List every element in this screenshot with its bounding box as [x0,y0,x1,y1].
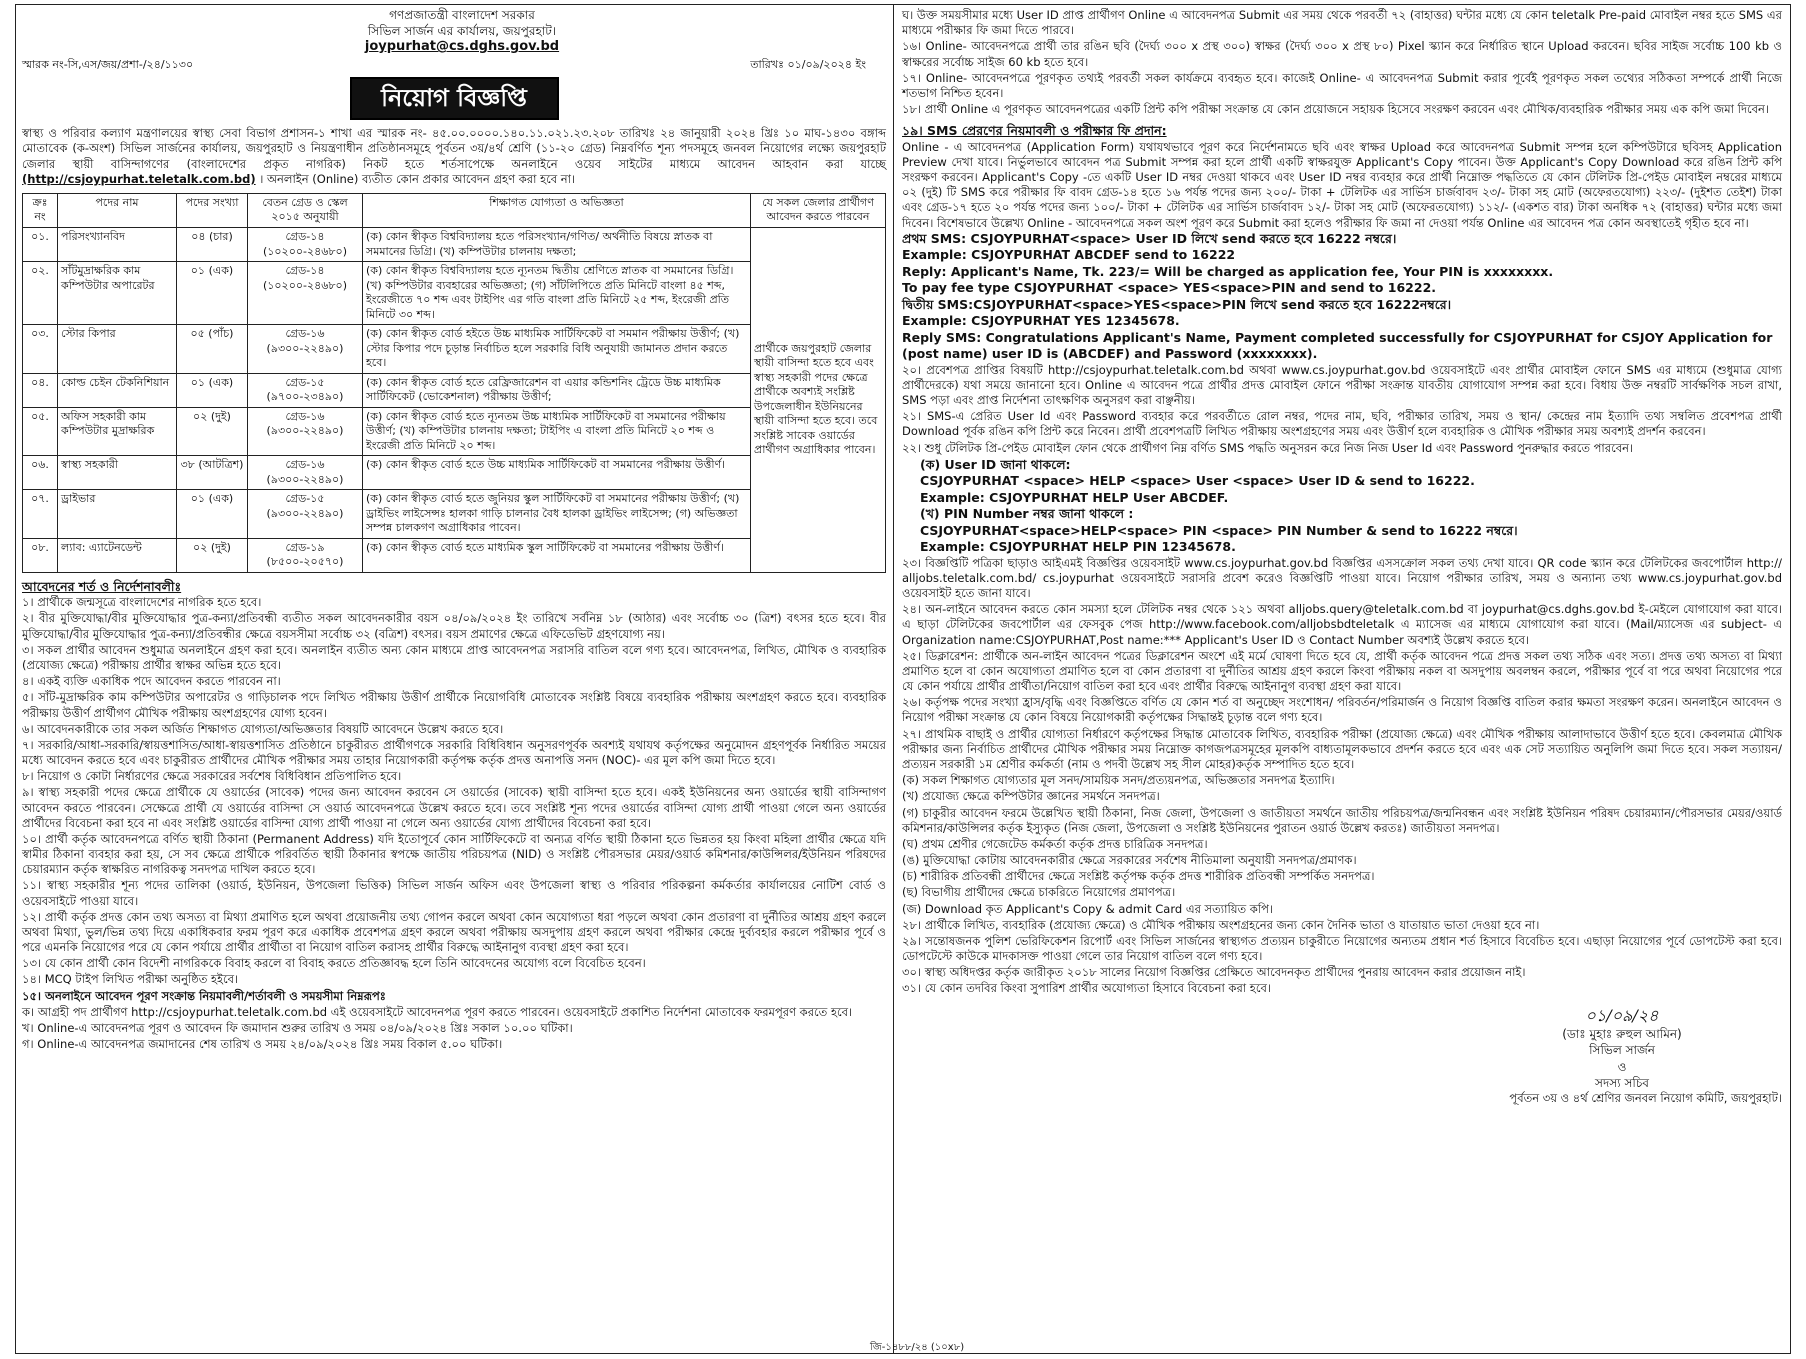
cell-grade: গ্রেড-১৬ (৯৩০০-২২৪৯০) [248,456,363,490]
instruction-item: (জ) Download কৃত Applicant's Copy & admit Card এর সত্যায়িত কপি। [902,901,1274,916]
header-block [322,8,602,56]
table-header-row [23,193,886,227]
conditions-title: আবেদনের শর্ত ও নির্দেশনাবলীঃ [22,578,182,594]
memo-number: স্মারক নং-সি,এস/জয়/প্রশা-/২৪/১১৩০ [22,58,194,72]
intro-url-link[interactable]: (http://csjoypurhat.teletalk.com.bd) [22,171,256,186]
cell-post: স্বাস্থ্য সহকারী [58,456,177,490]
posts-table [22,193,886,573]
signature-block [1462,1005,1782,1091]
cell-qualification: (ক) কোন স্বীকৃত বোর্ড হতে জুনিয়র স্কুল সার্টিফিকেট বা সমমানের পরীক্ষায় উত্তীর্ণ; (খ) ড্রাইভিং লাইসেন্সঃ হালকা গাড়ি চালনার বৈধ হালকা ড্রাইভিং লাইসেন্স; (গ) অভিজ্ঞতা সম্পন্ন চালকগণ অগ্রাধিকার পাবেন। [363,490,751,539]
instruction-item: ২১। SMS-এ প্রেরিত User Id এবং Password ব্যবহার করে পরবর্তীতে রোল নম্বর, পদের নাম, ছবি, পরীক্ষার তারিখ, সময় ও স্থান/ কেন্দ্রের নাম ইত্যাদি তথ্য সম্বলিত প্রবেশপত্র প্রার্থী Download পূর্বক রঙিন কপি প্রিন্ট করে নিবেন। প্রার্থী প্রবেশপত্রটি লিখিত পরীক্ষায় অংশগ্রহণের সময় এবং উত্তীর্ণ হলে ব্যবহারিক ও মৌখিক পরীক্ষার সময় অবশ্যই প্রদর্শন করবেন। [902,409,1782,439]
cell-count: ০১ (এক) [177,373,248,407]
recovery-line: CSJOYPURHAT<space>HELP<space> PIN <space> PIN Number & send to 16222 নম্বরে। [920,522,1518,538]
cell-qualification: (ক) কোন স্বীকৃত বোর্ড হতে ন্যূনতম উচ্চ মাধ্যমিক সার্টিফিকেট বা সমমানের পরীক্ষায় উত্তীর্ণ; (খ) কম্পিউটার চালনায় দক্ষতা; টাইপিং এ বাংলা প্রতি মিনিটে ২০ শব্দ ও ইংরেজী প্রতি মিনিটে ২০ শব্দ। [363,407,751,456]
cell-sl: ০৮. [23,538,58,572]
signature-date: ০১/০৯/২৪ [1585,1005,1659,1025]
condition-item: গ। Online-এ আবেদনপত্র জমাদানের শেষ তারিখ ও সময় ২৪/০৯/২০২৪ খ্রিঃ সময় বিকাল ৫.০০ ঘটিকা। [22,1037,503,1052]
conditions-list [22,595,886,1052]
table-row [23,227,886,261]
instruction-item: ঘ। উক্ত সময়সীমার মধ্যে User ID প্রাপ্ত প্রার্থীগণ Online এ আবেদনপত্র Submit এর সময় থেকে পরবর্তী ৭২ (বাহাত্তর) ঘন্টার মধ্যে যে কোন teletalk Pre-paid মোবাইল নম্বর হতে SMS এর মাধ্যমে পরীক্ষার ফি জমা দিতে পারবে। [902,8,1782,38]
cell-sl: ০৩. [23,325,58,374]
instruction-item: (ঘ) প্রথম শ্রেণীর গেজেটেড কর্মকর্তা কর্তৃক প্রদত্ত চারিত্রিক সনদপত্র। [902,836,1208,851]
instruction-item: (ঙ) মুক্তিযোদ্ধা কোটায় আবেদনকারীর ক্ষেত্রে সরকারের সর্বশেষ নীতিমালা অনুযায়ী সনদপত্র/প্রমাণক। [902,853,1357,868]
memo-row [22,58,886,73]
recovery-line: (খ) PIN Number নম্বর জানা থাকলে : [920,506,1134,522]
cell-post: কোল্ড চেইন টেকনিশিয়ান [58,373,177,407]
instruction-item: (খ) প্রযোজ্য ক্ষেত্রে কম্পিউটার জ্ঞানের সমর্থনে সনদপত্র। [902,789,1160,804]
cell-eligibility: প্রার্থীকে জয়পুরহাট জেলার স্থায়ী বাসিন্দা হতে হবে এবং স্বাস্থ্য সহকারী পদের ক্ষেত্রে প্রার্থীকে অবশ্যই সংশ্লিষ্ট উপজেলাধীন ইউনিয়নের স্থায়ী বাসিন্দা হতে হবে। তবে সংশ্লিষ্ট সাবেক ওয়ার্ডের প্রার্থীগণ অগ্রাধিকার পাবেন। [751,227,886,572]
instruction-item: ২০। প্রবেশপত্র প্রাপ্তির বিষয়টি http://csjoypurhat.teletalk.com.bd অথবা www.cs.joypurhat.gov.bd ওয়েবসাইটে এবং প্রার্থীর মোবাইল ফোনে SMS এর মাধ্যমে (শুধুমাত্র যোগ্য প্রার্থীদেরকে) যথা সময়ে জানানো হবে। Online এ আবেদন পত্রে প্রার্থীর প্রদত্ত মোবাইল ফোনে পরীক্ষা সংক্রান্ত যাবতীয় যোগাযোগ সম্পন্ন করা হবে। বিধায় উক্ত নম্বরটি সার্বক্ষণিক সচল রাখা, SMS পড়া এবং প্রাপ্ত নির্দেশনা তাৎক্ষণিক অনুসরণ করা বাঞ্ছনীয়। [902,362,1783,408]
condition-item: ৭। সরকারি/আধা-সরকারি/স্বায়ত্তশাসিত/আধা-স্বায়ত্তশাসিত প্রতিষ্ঠানে চাকুরীরত প্রার্থীগণকে সরকারি বিধিবিধান অনুসরণপূর্বক অবশ্যই যথাযথ কর্তৃপক্ষের অনুমোদন গ্রহণপূর্বক নির্ধারিত সময়ের মধ্যে আবেদন করতে হবে এবং চাকুরীরত প্রার্থীদের মৌখিক পরীক্ষার সময় তাহার নিয়োগকারী কর্তৃপক্ষ কর্তৃক প্রদত্ত অনাপত্তি সনদ (NOC)- এর মূল কপি জমা দিতে হবে। [22,737,886,768]
condition-item: ১। প্রার্থীকে জন্মসূত্রে বাংলাদেশের নাগরিক হতে হবে। [22,595,262,610]
cell-count: ০২ (দুই) [177,538,248,572]
cell-sl: ০৪. [23,373,58,407]
right-mid-list [902,363,1782,456]
instruction-item: ১৬। Online- আবেদনপত্রে প্রার্থী তার রঙিন ছবি (দৈর্ঘ্য ৩০০ x প্রস্থ ৩০০) স্বাক্ষর (দৈর্ঘ্য ৩০০ x প্রস্থ ৮০) Pixel স্ক্যান করে নির্ধারিত স্থানে Upload করবেন। ছবির সাইজ সর্বোচ্চ 100 kb ও স্বাক্ষরের সর্বোচ্চ সাইজ 60 kb হতে হবে। [902,39,1782,69]
cell-grade: গ্রেড-১৯ (৮৫০০-২০৫৭০) [248,538,363,572]
condition-item: ৫। সাঁট-মুদ্রাক্ষরিক কাম কম্পিউটার অপারেটর ও গাড়িচালক পদে লিখিত পরীক্ষায় উত্তীর্ণ প্রার্থীকে নিয়োগবিধি মোতাবেক সংশ্লিষ্ট বিষয়ে ব্যবহারিক পরীক্ষায় অংশগ্রহণ করতে হবে। ব্যবহারিক পরীক্ষায় উত্তীর্ণ প্রার্থীগণ মৌখিক পরীক্ষায় অংশগ্রহণের যোগ্য হবেন। [22,690,886,720]
instruction-item: (গ) চাকুরীর আবেদন ফরমে উল্লেখিত স্থায়ী ঠিকানা, নিজ জেলা, উপজেলা ও জাতীয়তা সমর্থনে জাতীয় পরিচয়পত্র/জন্মনিবন্ধন এবং সংশ্লিষ্ট ইউনিয়ন পরিষদ চেয়ারম্যান/পৌরসভার মেয়র/ওয়ার্ড কমিশনার/কাউন্সিলর কর্তৃক ইস্যুকৃত (নিজ জেলা, উপজেলা ও সংশ্লিষ্ট ইউনিয়নের পুরাতন ওয়ার্ড উল্লেখ করতঃ) জাতীয়তা সনদপত্র। [902,805,1782,835]
instruction-item: ২৭। প্রাথমিক বাছাই ও প্রার্থীর যোগ্যতা নির্ধারণে কর্তৃপক্ষের সিদ্ধান্ত মোতাবেক লিখিত, ব্যবহারিক পরীক্ষা (প্রযোজ্য ক্ষেত্রে) এবং মৌখিক পরীক্ষায় আলাদাভাবে উত্তীর্ণ হতে হবে। কেবলমাত্র মৌখিক পরীক্ষার জন্য নির্বাচিত প্রার্থীদের মৌখিক পরীক্ষার সময় নিম্নোক্ত কাগজপত্রসমূহের মূলকপি বাধ্যতামূলকভাবে প্রদর্শন করতে হবে এবং এক সেট সত্যায়িত অনুলিপি জমা দিতে হবে। সকল সত্যায়ন/প্রত্যয়ন সরকারী ১ম শ্রেণীর কর্মকর্তা (নাম ও পদবী উল্লেখ সহ সীল মোহর)কর্তৃক সম্পাদিত হতে হবে। [902,726,1782,771]
sms-line: To pay fee type CSJOYPURHAT <space> YES<space>PIN and send to 16222. [902,280,1437,296]
signatory-designation: সিভিল সার্জন [1589,1043,1655,1058]
cell-qualification: (ক) কোন স্বীকৃত বোর্ড হতে রেফ্রিজারেশন বা এয়ার কন্ডিশনিং ট্রেডে উচ্চ মাধ্যমিক সার্টিফিকেট (ভোকেশনাল) পরীক্ষায় উত্তীর্ণ; [363,373,751,407]
cell-sl: ০৫. [23,407,58,456]
footer-code: জি-১৪৮৮/২৪ (১০x৮) [870,1342,965,1353]
condition-item: ২। বীর মুক্তিযোদ্ধা/বীর মুক্তিযোদ্ধার পুত্র-কন্যা/প্রতিবন্ধী ব্যতীত সকল আবেদনকারীর বয়স ০৪/০৯/২০২৪ ইং তারিখে সর্বনিম্ন ১৮ (আঠার) এবং সর্বোচ্চ ৩০ (ত্রিশ) বৎসর হতে হবে। বীর মুক্তিযোদ্ধা/বীর মুক্তিযোদ্ধার পুত্র-কন্যা/প্রতিবন্ধীর ক্ষেত্রে বয়সসীমা সর্বোচ্চ ৩২ (বত্রিশ) বৎসর। বয়স প্রমাণের ক্ষেত্রে এফিডেভিট গ্রহণযোগ্য নয়। [22,611,886,641]
cell-grade: গ্রেড-১৫ (৯৭০০-২৩৪৯০) [248,373,363,407]
cell-post: অফিস সহকারী কাম কম্পিউটার মুদ্রাক্ষরিক [58,407,177,456]
right-bottom-list [902,556,1782,997]
instruction-item: ১৮। প্রার্থী Online এ পূরণকৃত আবেদনপত্রের একটি প্রিন্ট কপি পরীক্ষা সংক্রান্ত যে কোন প্রয়োজনে সহায়ক হিসেবে সংরক্ষণ করবেন এবং মৌখিক/ব্যবহারিক পরীক্ষার সময় এক কপি জমা দিবেন। [902,102,1769,117]
cell-grade: গ্রেড-১৪ (১০২০০-২৪৬৮০) [248,262,363,325]
intro-text: স্বাস্থ্য ও পরিবার কল্যাণ মন্ত্রণালয়ের স্বাস্থ্য সেবা বিভাগ প্রশাসন-১ শাখা এর স্মারক নং- ৪৫.০০.০০০০.১৪০.১১.০২১.২৩.২০৮ তারিখঃ ২৪ জানুয়ারী ২০২৪ খ্রিঃ ১০ মাঘ-১৪৩০ বঙ্গাব্দ মোতাবেক (ক-অংশ) সিভিল সার্জনের কার্যালয়, জয়পুরহাট ও নিয়ন্ত্রণাধীন প্রতিষ্ঠানসমূহে পূর্বতন ৩য়/৪র্থ শ্রেণি (১১-২০ গ্রেড) নিম্নবর্ণিত শূন্য পদসমূহে জনবল নিয়োগের লক্ষ্যে জয়পুরহাট জেলার স্থায়ী বাসিন্দাগণের (বাংলাদেশের প্রকৃত নাগরিক) নিকট হতে শর্তসাপেক্ষে অনলাইনে ওয়েব সাইটের মাধ্যমে আবেদন আহবান করা যাচ্ছে [22,126,886,171]
header-line-1: গণপ্রজাতন্ত্রী বাংলাদেশ সরকার [389,8,535,22]
sms-line: দ্বিতীয় SMS:CSJOYPURHAT<space>YES<space>PIN লিখে send করতে হবে 16222নম্বরে। [902,296,1452,312]
instruction-item: ২৮। প্রার্থীকে লিখিত, ব্যবহারিক (প্রযোজ্য ক্ষেত্রে) ও মৌখিক পরীক্ষায় অংশগ্রহনের জন্য কোন দৈনিক ভাতা ও যাতায়াত ভাতা দেওয়া হবে না। [902,917,1540,932]
signatory-and: ও [1617,1059,1627,1074]
cell-sl: ০৭. [23,490,58,539]
condition-item: ৯। স্বাস্থ্য সহকারী পদের ক্ষেত্রে প্রার্থীকে যে ওয়ার্ডের (সাবেক) পদের জন্য আবেদন করবেন সে ওয়ার্ডের (সাবেক) স্থায়ী বাসিন্দা হতে হবে। একই ইউনিয়নের অন্য ওয়ার্ডের স্থায়ী বাসিন্দাগণ আবেদন করতে পারবেন। সেক্ষেত্রে প্রার্থী যে ওয়ার্ডের বাসিন্দা সে ওয়ার্ড আবেদনপত্রে উল্লেখ করতে হবে। তবে সংশ্লিষ্ট শূন্য পদের ওয়ার্ডের বাসিন্দা যোগ্য প্রার্থী পাওয়া গেলে অন্য ওয়ার্ডের প্রার্থীদের বিবেচনা করা হবে না এবং সংশ্লিষ্ট ওয়ার্ডের বাসিন্দা যোগ্য প্রার্থী পাওয়া না গেলে অন্য ওয়ার্ডের যোগ্য প্রার্থীদের বিবেচনা করা হবে। [22,785,886,830]
instruction-item: ৩০। স্বাস্থ্য অধিদপ্তর কর্তৃক জারীকৃত ২০১৮ সালের নিয়োগ বিজ্ঞপ্তির প্রেক্ষিতে আবেদনকৃত প্রার্থীদের পুনরায় আবেদন করার প্রয়োজন নাই। [902,965,1526,980]
instruction-item: ২২। শুধু টেলিটক প্রি-পেইড মোবাইল ফোন থেকে প্রার্থীগণ নিম্ন বর্ণিত SMS পদ্ধতি অনুসরন করে নিজ নিজ User Id এবং Password পুনরুদ্ধার করতে পারবেন। [902,440,1634,455]
sms-examples [902,231,1782,363]
condition-item: ৪। একই ব্যক্তি একাধিক পদে আবেদন করতে পারবেন না। [22,674,281,689]
instruction-item: ২৫। ডিক্লারেশন: প্রার্থীকে অন-লাইন আবেদন পত্রের ডিক্লারেশন অংশে এই মর্মে ঘোষণা দিতে হবে যে, প্রার্থী কর্তৃক আবেদন পত্রে প্রদত্ত সকল তথ্য সঠিক এবং সত্য। প্রদত্ত তথ্য অসত্য বা মিথ্যা প্রমাণিত হলে বা কোন অযোগ্যতা প্রমাণিত হলে বা কোন প্রতারণা বা দুর্নীতির আশ্রয় গ্রহণ করলে কিংবা পরীক্ষায় নকল বা অসদুপায় অবলম্বন করলে, পরীক্ষার পূর্বে বা পরে অথবা নিয়োগের পরে যে কোন পর্যায়ে প্রার্থীর প্রার্থীতা/নিয়োগ বাতিল করা হবে এবং প্রার্থীর বিরুদ্ধে আইনানুগ ব্যবস্থা গ্রহণ করা যাবে। [902,648,1782,694]
condition-item: ১৩। যে কোন প্রার্থী কোন বিদেশী নাগরিককে বিবাহ করলে বা বিবাহ করতে প্রতিজ্ঞাবদ্ধ হলে তিনি আবেদনের অযোগ্য বলে বিবেচিত হবেন। [22,956,646,971]
instruction-item: (ছ) বিভাগীয় প্রার্থীদের ক্ষেত্রে চাকরিতে নিয়োগের প্রমাণপত্র। [902,885,1176,900]
sms-line: প্রথম SMS: CSJOYPURHAT<space> User ID লিখে send করতে হবে 16222 নম্বরে। [902,230,1397,246]
left-column [22,8,886,1053]
instruction-item: ২৩। বিজ্ঞপ্তিটি পত্রিকা ছাড়াও আইএমই বিজ্ঞপ্তির ওয়েবসাইট www.cs.joypurhat.gov.bd বিজ্ঞপ্তির এসসক্রোল সকল তথ্য দেখা যাবে। QR code স্ক্যান করে টেলিটকের জবপোর্টাল http:// alljobs.teletalk.com.bd/ cs.joypurhat ওয়েবসাইটে সরাসরি প্রবেশ করেও বিজ্ঞপ্তিটি পাওয়া যাবে। নিয়োগ পরীক্ষার তারিখ, সময় ও অন্যান্য তথ্য www.cs.joypurhat.gov.bd ওয়েবসাইট হতে জানা যাবে। [902,555,1782,601]
intro-paragraph [22,126,886,187]
condition-item: ৬। আবেদনকারীকে তার সকল অর্জিত শিক্ষাগত যোগ্যতা/অভিজ্ঞতার বিষয়টি আবেদনে উল্লেখ করতে হবে। [22,721,504,736]
right-column [902,8,1782,1106]
sms-section-title: ১৯। SMS প্রেরণের নিয়মাবলী ও পরীক্ষার ফি প্রদান: [902,123,1167,139]
header-email: joypurhat@cs.dghs.gov.bd [364,39,560,55]
cell-post: স্টোর কিপার [58,325,177,374]
intro-tail: । অনলাইন (Online) ব্যতীত কোন প্রকার আবেদন গ্রহণ করা হবে না। [259,171,576,186]
cell-sl: ০২. [23,262,58,325]
cell-grade: গ্রেড-১৪ (১০২০০-২৪৬৮০) [248,227,363,261]
recovery-examples [920,457,1782,556]
condition-item: ৮। নিয়োগ ও কোটা নির্ধারণের ক্ষেত্রে সরকারের সর্বশেষ বিধিবিধান প্রতিপালিত হবে। [22,769,402,784]
cell-count: ০১ (এক) [177,490,248,539]
instruction-item: (ক) সকল শিক্ষাগত যোগ্যতার মূল সনদ/সাময়িক সনদ/প্রত্যয়নপত্র, অভিজ্ঞতার সনদপত্র ইত্যাদি। [902,773,1335,788]
cell-qualification: (ক) কোন স্বীকৃত বোর্ড হইতে উচ্চ মাধ্যমিক সার্টিফিকেট বা সমমান পরীক্ষায় উত্তীর্ণ; (খ) স্টোর কিপার পদে চূড়ান্ত নির্বাচিত হলে সরকারি বিধি অনুযায়ী জামানত প্রদান করতে হবে। [363,325,751,374]
signatory-role: সদস্য সচিব [1595,1075,1649,1090]
recovery-line: Example: CSJOYPURHAT HELP User ABCDEF. [920,489,1229,505]
condition-item: ১২। প্রার্থী কর্তৃক প্রদত্ত কোন তথ্য অসত্য বা মিথ্যা প্রমাণিত হলে অথবা প্রয়োজনীয় তথ্য গোপন করলে অথবা কোন অযোগ্যতা ধরা পড়লে অথবা কোন প্রতারণা বা দুর্নীতির আশ্রয় গ্রহণ করলে অথবা মিথ্যা, ভুল/ভিন্ন তথ্য দিয়ে একাধিকবার ফরম পূরণ করে একাধিক প্রবেশপত্র গ্রহণ করলে অথবা পরীক্ষায় অসদুপায় গ্রহণ করলে অথবা পরীক্ষার কেন্দ্রে দুর্ব্যবহার করলে পরীক্ষার পূর্বে ও পরে এমনকি নিয়োগের পরে যে কোন পর্যায়ে প্রার্থীর প্রার্থীতা বা নিয়োগ বাতিল করাসহ প্রার্থীর বিরুদ্ধে আইনানুগ ব্যবস্থা গ্রহণ করা হবে। [22,909,886,955]
header-line-2: সিভিল সার্জন এর কার্যালয়, জয়পুরহাট। [367,23,557,38]
condition-item: খ। Online-এ আবেদনপত্র পূরণ ও আবেদন ফি জমাদান শুরুর তারিখ ও সময় ০৪/০৯/২০২৪ খ্রিঃ সকাল ১০.০০ ঘটিকা। [22,1020,573,1035]
col-header-qualification: শিক্ষাগত যোগ্যতা ও অভিজ্ঞতা [363,193,751,227]
cell-qualification: (ক) কোন স্বীকৃত বোর্ড হতে উচ্চ মাধ্যমিক সার্টিফিকেট বা সমমানের পরীক্ষায় উত্তীর্ণ। [363,456,751,490]
instruction-item: ১৭। Online- আবেদনপত্রে পূরণকৃত তথ্যই পরবর্তী সকল কার্যক্রমে ব্যবহৃত হবে। কাজেই Online- এ আবেদনপত্র Submit করার পূর্বেই পূরণকৃত সকল তথ্যের সঠিকতা সম্পর্কে প্রার্থী নিজে শতভাগ নিশ্চিত হবেন। [902,70,1782,100]
cell-count: ০১ (এক) [177,262,248,325]
instruction-item: ২৪। অন-লাইনে আবেদন করতে কোন সমস্যা হলে টেলিটক নম্বর থেকে ১২১ অথবা alljobs.query@teletalk.com.bd বা joypurhat@cs.dghs.gov.bd ই-মেইলে যোগাযোগ করা যাবে। এ ছাড়া টেলিটকের জবপোর্টাল এর ফেসবুক পেজ http://www.facebook.com/alljobsbdteletalk এ ম্যাসেজ এর মাধ্যমে যোগাযোগ করা যাবে। (Mail/ম্যাসেজ এর subject- এ Organization name:CSJOYPURHAT,Post name:*** Applicant's User ID ও Contact Number অবশ্যই উল্লেখ করতে হবে। [902,602,1782,647]
sms-line: Reply SMS: Congratulations Applicant's Name, Payment completed successfully for CSJOYPURHAT for CSJOY Application for (post name) user ID is (ABCDEF) and Password (xxxxxxxx). [902,329,1773,362]
condition-item: ১৪। MCQ টাইপ লিখিত পরীক্ষা অনুষ্ঠিত হইবে। [22,972,239,987]
condition-item: ১৫। অনলাইনে আবেদন পূরণ সংক্রান্ত নিয়মাবলী/শর্তাবলী ও সময়সীমা নিম্নরূপঃ [22,988,386,1003]
cell-sl: ০১. [23,227,58,261]
notice-date: তারিখঃ ০১/০৯/২০২৪ ইং [750,58,866,72]
recovery-line: CSJOYPURHAT <space> HELP <space> User <space> User ID & send to 16222. [920,473,1475,489]
right-top-list [902,8,1782,117]
recovery-line: (ক) User ID জানা থাকলে: [920,456,1071,472]
cell-qualification: (ক) কোন স্বীকৃত বিশ্ববিদ্যালয় হতে পরিসংখ্যান/গণিত/ অর্থনীতি বিষয়ে স্নাতক বা সমমানের ডিগ্রি। (খ) কম্পিউটার চালনায় দক্ষতা; [363,227,751,261]
sms-line: Reply: Applicant's Name, Tk. 223/= Will be charged as application fee, Your PIN is xxxxxxxx. [902,263,1554,279]
cell-count: ৩৮ (আটত্রিশ) [177,456,248,490]
instruction-item: (চ) শারীরিক প্রতিবন্ধী প্রার্থীদের ক্ষেত্রে সংশ্লিষ্ট কর্তৃপক্ষ কর্তৃক প্রদত্ত শারীরিক প্রতিবন্ধী সম্পর্কিত সনদপত্র। [902,869,1375,884]
cell-count: ০৫ (পাঁচ) [177,325,248,374]
cell-grade: গ্রেড-১৬ (৯৩০০-২২৪৯০) [248,407,363,456]
cell-grade: গ্রেড-১৬ (৯৩০০-২২৪৯০) [248,325,363,374]
instruction-item: ২৬। কর্তৃপক্ষ পদের সংখ্যা হ্রাস/বৃদ্ধি এবং বিজ্ঞপ্তিতে বর্ণিত যে কোন শর্ত বা অনুচ্ছেদ সংশোধন/ পরিবর্তন/পরিমার্জন ও নিয়োগ বিজ্ঞপ্তি বাতিল করার ক্ষমতা সংরক্ষণ করেন। অনলাইনে আবেদন ও নিয়োগ পরীক্ষা সংক্রান্ত যে কোন বিষয়ে নিয়োগকারী কর্তৃপক্ষের সিদ্ধান্তই চূড়ান্ত বলে গণ্য হবে। [902,695,1782,725]
col-header-post: পদের নাম [58,193,177,227]
col-header-count: পদের সংখ্যা [177,193,248,227]
condition-item: ১১। স্বাস্থ্য সহকারীর শূন্য পদের তালিকা (ওয়ার্ড, ইউনিয়ন, উপজেলা ভিত্তিক) সিভিল সার্জন অফিস এবং উপজেলা স্বাস্থ্য ও পরিবার পরিকল্পনা কর্মকর্তার কার্যালয়ের নোটিশ বোর্ড ও ওয়েবসাইটে পাওয়া যাবে। [22,878,886,908]
notice-title: নিয়োগ বিজ্ঞপ্তি [350,77,559,121]
condition-item: ক। আগ্রহী পদ প্রার্থীগণ http://csjoypurhat.teletalk.com.bd এই ওয়েবসাইটে আবেদনপত্র পূরণ করতে পারবেন। ওয়েবসাইটে প্রকাশিত নির্দেশনা মোতাবেক ফরমপূরণ করতে হবে। [22,1004,853,1019]
condition-item: ১০। প্রার্থী কর্তৃক আবেদনপত্রে বর্ণিত স্থায়ী ঠিকানা (Permanent Address) যদি ইতোপূর্বে কোন সার্টিফিকেটে বা অন্যত্র বর্ণিত স্থায়ী ঠিকানা হতে ভিন্নতর হয় কিংবা মহিলা প্রার্থীর ক্ষেত্রে যদি স্বামীর ঠিকানা ব্যবহার করা হয়, সে সব ক্ষেত্রে প্রার্থীকে পরিবর্তিত স্থায়ী ঠিকানার স্বপক্ষে জাতীয় পরিচয়পত্র (NID) ও সংশ্লিষ্ট পৌরসভার মেয়র/ওয়ার্ড কমিশনার/কাউন্সিলর/ইউনিয়ন পরিষদের চেয়ারম্যান কর্তৃক স্বাক্ষরিত নাগরিকত্ব সনদপত্র দাখিল করতে হবে। [22,831,886,877]
cell-sl: ০৬. [23,456,58,490]
condition-item: ৩। সকল প্রার্থীর আবেদন শুধুমাত্র অনলাইনে গ্রহণ করা হবে। অনলাইন ব্যতীত অন্য কোন মাধ্যমে প্রাপ্ত আবেদনপত্র সরাসরি বাতিল বলে গণ্য হবে। আবেদনপত্র, লিখিত, মৌখিক ও ব্যবহারিক (প্রযোজ্য ক্ষেত্রে) পরীক্ষায় প্রার্থীর স্বাক্ষর অভিন্ন হতে হবে। [22,642,886,672]
instruction-item: ২৯। সন্তোষজনক পুলিশ ভেরিফিকেশন রিপোর্ট এবং সিভিল সার্জনের স্বাস্থ্যগত প্রত্যয়ন চাকুরীতে নিয়োগের অন্যতম প্রধান শর্ত হিসাবে বিবেচিত হবে। এছাড়া নিয়োগের পূর্বে ডোপটেস্ট করা হবে। ডোপটেস্টে কাউকে মাদকাসক্ত পাওয়া গেলে তার নিয়োগ বাতিল বলে গণ্য হবে। [902,933,1782,964]
instruction-item: ৩১। যে কোন তদবির কিংবা সুপারিশ প্রার্থীর অযোগ্যতা হিসাবে বিবেচনা করা হবে। [902,981,1271,996]
col-header-eligibility: যে সকল জেলার প্রার্থীগণ আবেদন করতে পারবেন [751,193,886,227]
cell-post: ড্রাইভার [58,490,177,539]
cell-grade: গ্রেড-১৫ (৯৩০০-২২৪৯০) [248,490,363,539]
cell-post: ল্যাব: এ্যাটেনডেন্ট [58,538,177,572]
column-divider [893,4,894,1354]
sms-line: Example: CSJOYPURHAT ABCDEF send to 16222 [902,247,1236,263]
cell-count: ০৪ (চার) [177,227,248,261]
cell-qualification: (ক) কোন স্বীকৃত বিশ্ববিদ্যালয় হতে ন্যূনতম দ্বিতীয় শ্রেণিতে স্নাতক বা সমমানের ডিগ্রি। (খ) কম্পিউটার ব্যবহারের অভিজ্ঞতা; (গ) সাঁটলিপিতে প্রতি মিনিটে বাংলা ৪৫ শব্দ, ইংরেজীতে ৭০ শব্দ এবং টাইপিং এর গতি বাংলা প্রতি মিনিটে ২৫ শব্দ, ইংরেজী প্রতি মিনিটে ৩০ শব্দ। [363,262,751,325]
signatory-name: (ডাঃ মুহাঃ রুহুল আমিন) [1562,1027,1682,1042]
cell-post: পরিসংখ্যানবিদ [58,227,177,261]
cell-qualification: (ক) কোন স্বীকৃত বোর্ড হতে মাধ্যমিক স্কুল সার্টিফিকেট বা সমমানের পরীক্ষায় উত্তীর্ণ। [363,538,751,572]
cell-post: সাঁটমুদ্রাক্ষরিক কাম কম্পিউটার অপারেটর [58,262,177,325]
committee-line: পূর্বতন ৩য় ও ৪র্থ শ্রেণির জনবল নিয়োগ কমিটি, জয়পুরহাট। [1509,1090,1782,1105]
recovery-line: Example: CSJOYPURHAT HELP PIN 12345678. [920,539,1236,555]
sms-instructions: Online - এ আবেদনপত্র (Application Form) যথাযথভাবে পূরণ করে নির্দেশনামতে ছবি এবং স্বাক্ষর Upload করে আবেদনপত্র Submit সম্পন্ন হলে কম্পিউটারে ছবিসহ Application Preview দেখা যাবে। নির্ভুলভাবে আবেদন পত্র Submit সম্পন্ন করা হলে প্রার্থী একটি স্বাক্ষরযুক্ত Applicant's Copy পাবেন। উক্ত Applicant's Copy Download করে রঙিন প্রিন্ট কপি সংরক্ষণ করবেন। Applicant's Copy -তে একটি User ID নম্বর দেওয়া থাকবে এবং User ID নম্বর ব্যবহার করে প্রার্থী নিম্নোক্ত পদ্ধতিতে যে কোন টেলিটক প্রি-পেইড মোবাইল নম্বরের মাধ্যমে ০২ (দুই) টি SMS করে পরীক্ষার ফি বাবদ গ্রেড-১৪ হতে ১৬ পর্যন্ত পদের জন্য ২০০/- টাকা + টেলিটক এর সার্ভিস চার্জবাবদ ২৩/- টাকা সহ মোট (অফেরতযোগ্য) ২২৩/- (দুইশত তেইশ) টাকা এবং গ্রেড-১৭ হতে ২০ পর্যন্ত পদের জন্য ১০০/- টাকা + টেলিটক এর সার্ভিস চার্জবাবদ ১২/- টাকা সহ মোট (অফেরতযোগ্য) ১১২/- (একশত বার) টাকা অনধিক ৭২ (বাহাত্তর) ঘন্টার মধ্যে জমা দিবেন। বিশেষভাবে উল্লেখ্য Online - আবেদনপত্রে সকল অংশ পূরণ করে Submit করা হলেও পরীক্ষার ফি জমা না দেওয়া পর্যন্ত Online এর আবেদন পত্র কোন অবস্থাতেই গৃহীত হবে না। [902,139,1782,230]
cell-count: ০২ (দুই) [177,407,248,456]
col-header-grade: বেতন গ্রেড ও স্কেল ২০১৫ অনুযায়ী [248,193,363,227]
col-header-sl: ক্রঃ নং [23,193,58,227]
sms-line: Example: CSJOYPURHAT YES 12345678. [902,313,1180,329]
